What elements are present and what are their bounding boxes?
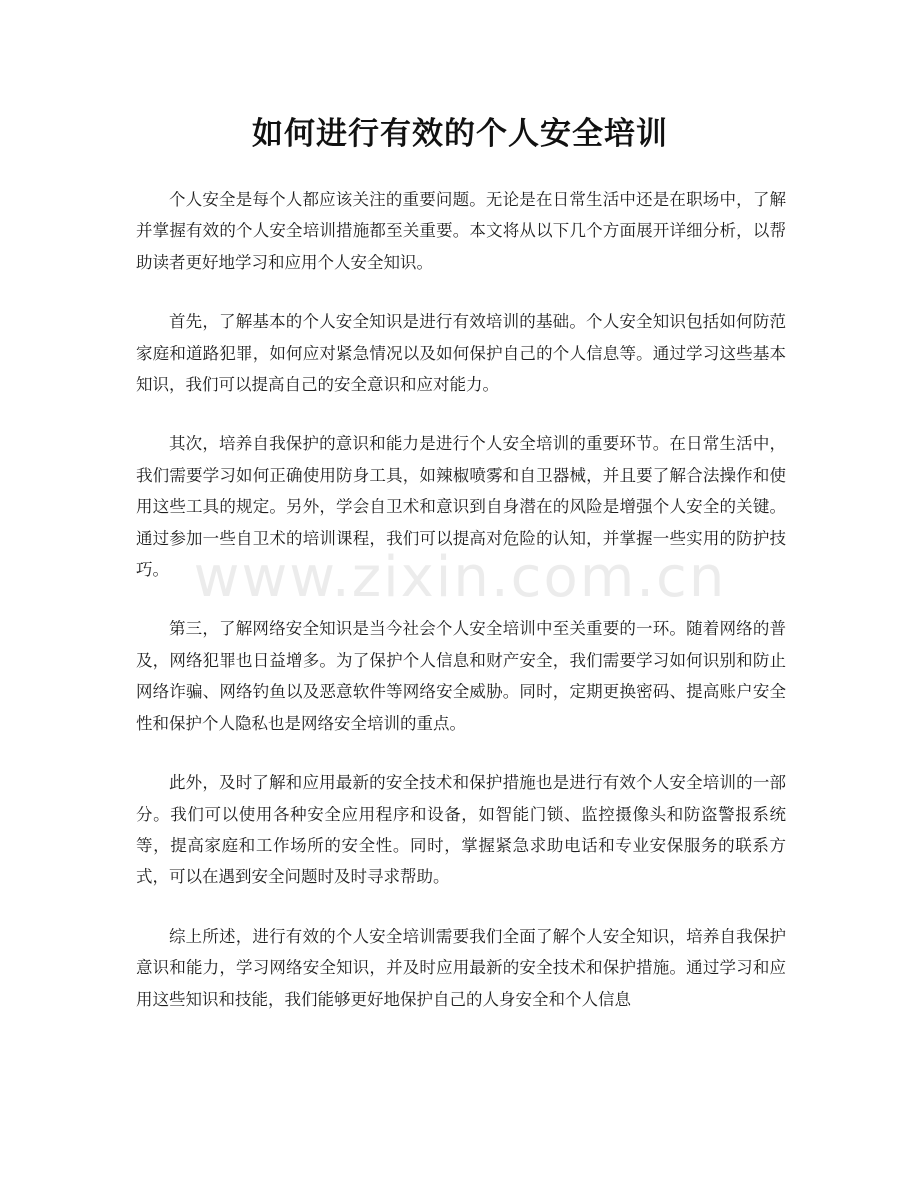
paragraph-security-technology: 此外，及时了解和应用最新的安全技术和保护措施也是进行有效个人安全培训的一部分。我们可以使用各种安全应用程序和设备，如智能门锁、监控摄像头和防盗警报系统等，提高家庭和工作场所的安全性。同时，掌握紧急求助电话和专业安保服务的联系方式，可以在遇到安全问题时及时寻求帮助。 xyxy=(136,773,786,887)
document-body xyxy=(136,184,786,1043)
watermark: www.zixin.com.cn xyxy=(193,545,727,610)
paragraph-basic-knowledge: 首先，了解基本的个人安全知识是进行有效培训的基础。个人安全知识包括如何防范家庭和道路犯罪，如何应对紧急情况以及如何保护自己的个人信息等。通过学习这些基本知识，我们可以提高自己的安全意识和应对能力。 xyxy=(136,312,786,395)
paragraph-self-protection: 其次，培养自我保护的意识和能力是进行个人安全培训的重要环节。在日常生活中，我们需要学习如何正确使用防身工具，如辣椒喷雾和自卫器械，并且要了解合法操作和使用这些工具的规定。另外，学会自卫术和意识到自身潜在的风险是增强个人安全的关键。通过参加一些自卫术的培训课程，我们可以提高对危险的认知，并掌握一些实用的防护技巧。 xyxy=(136,434,786,580)
paragraph-network-security: 第三，了解网络安全知识是当今社会个人安全培训中至关重要的一环。随着网络的普及，网络犯罪也日益增多。为了保护个人信息和财产安全，我们需要学习如何识别和防止网络诈骗、网络钓鱼以及恶意软件等网络安全威胁。同时，定期更换密码、提高账户安全性和保护个人隐私也是网络安全培训的重点。 xyxy=(136,619,786,733)
paragraph-intro: 个人安全是每个人都应该关注的重要问题。无论是在日常生活中还是在职场中，了解并掌握有效的个人安全培训措施都至关重要。本文将从以下几个方面展开详细分析，以帮助读者更好地学习和应用个人安全知识。 xyxy=(136,190,786,272)
paragraph-conclusion: 综上所述，进行有效的个人安全培训需要我们全面了解个人安全知识，培养自我保护意识和能力，学习网络安全知识，并及时应用最新的安全技术和保护措施。通过学习和应用这些知识和技能，我们能够更好地保护自己的人身安全和个人信息 xyxy=(136,926,786,1009)
document-title: 如何进行有效的个人安全培训 xyxy=(252,116,668,152)
